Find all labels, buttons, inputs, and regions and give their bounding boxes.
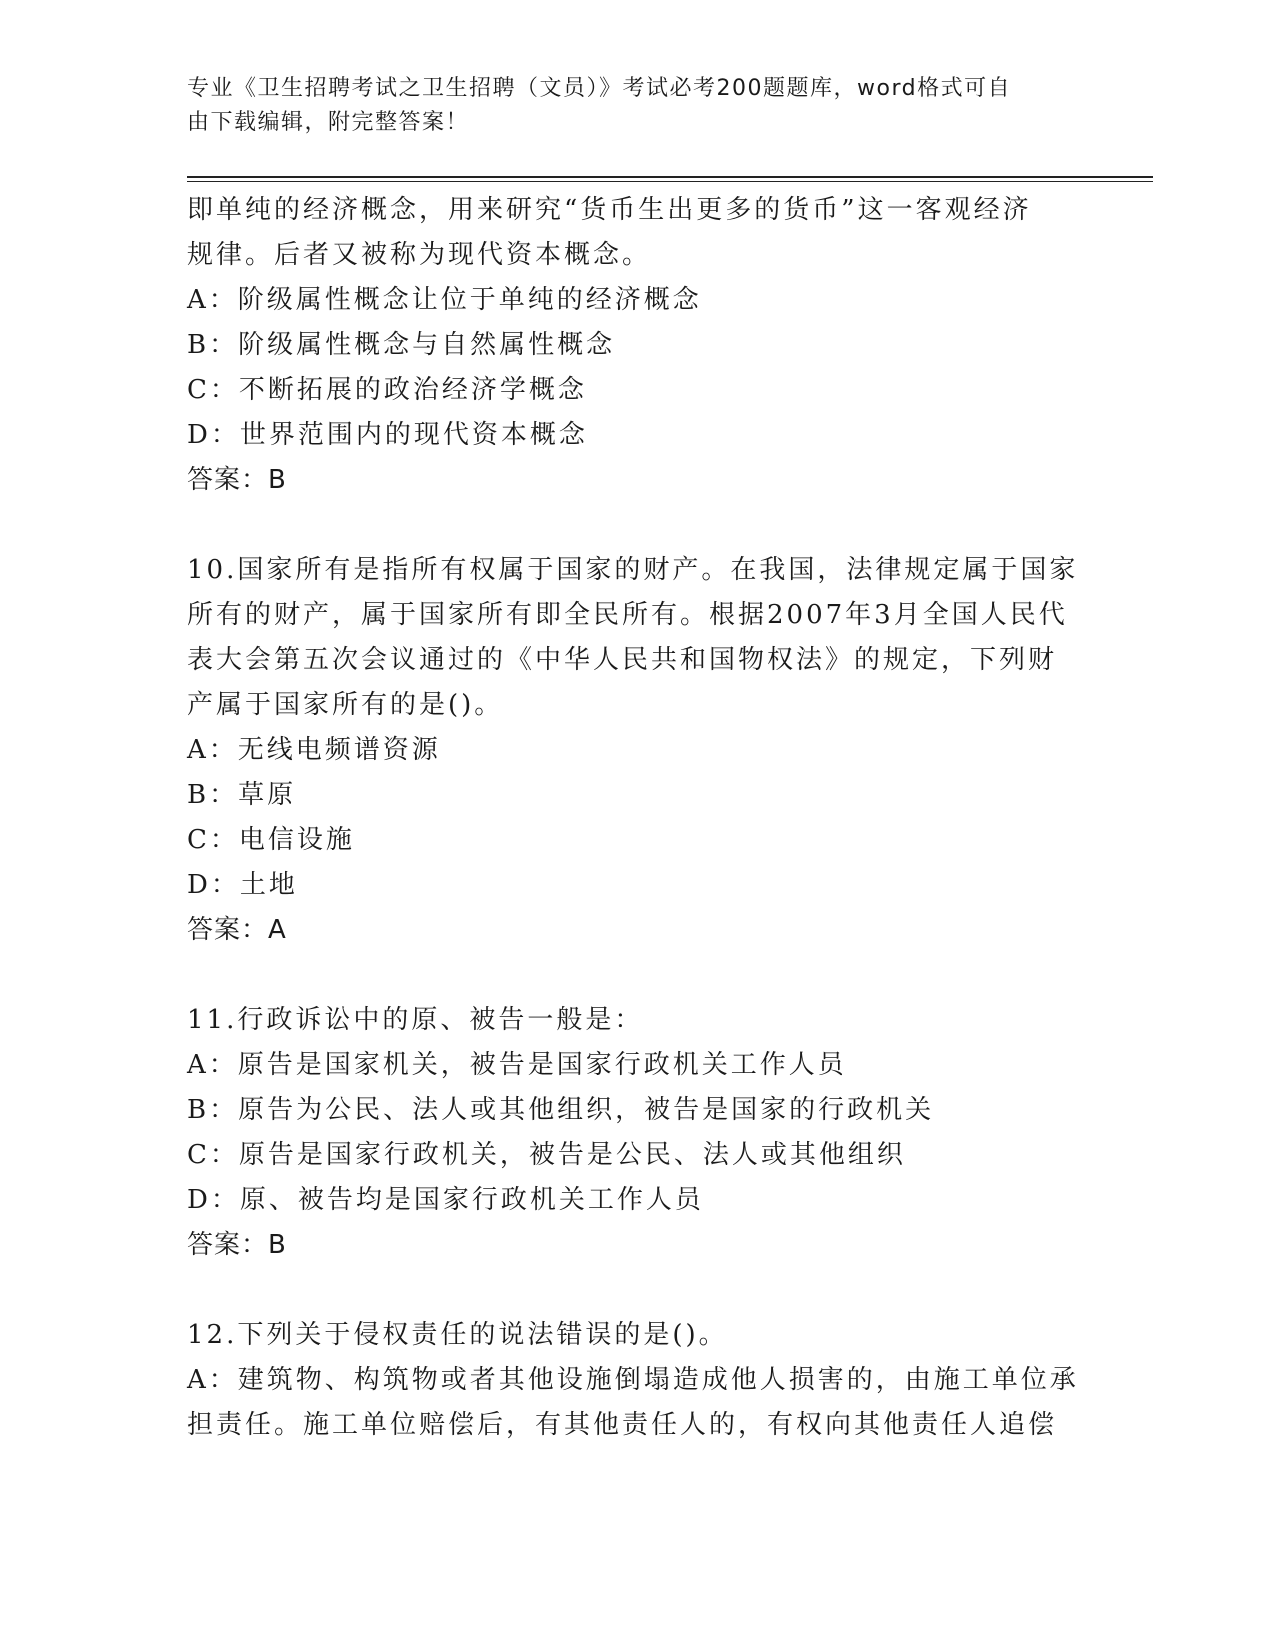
option-a: A：原告是国家机关，被告是国家行政机关工作人员 [187,1050,847,1080]
document-body [187,188,1087,1448]
option-d: D：原、被告均是国家行政机关工作人员 [187,1185,704,1215]
question-text-line: 10.国家所有是指所有权属于国家的财产。在我国，法律规定属于国家 [187,555,1079,585]
question-text-line: 11.行政诉讼中的原、被告一般是： [187,1005,644,1035]
question-10 [187,548,1087,953]
option-a: A：建筑物、构筑物或者其他设施倒塌造成他人损害的，由施工单位承 [187,1365,1079,1395]
header-rule-thick [187,176,1153,178]
header-line-2: 由下载编辑，附完整答案！ [187,110,470,135]
answer-label: 答案：B [187,1230,287,1260]
answer-label: 答案：A [187,915,287,945]
question-text-line: 规律。后者又被称为现代资本概念。 [187,240,652,270]
question-12 [187,1313,1087,1448]
question-spacer [187,1268,1087,1313]
option-b: B：阶级属性概念与自然属性概念 [187,330,616,360]
option-b: B：原告为公民、法人或其他组织，被告是国家的行政机关 [187,1095,935,1125]
option-c: C：电信设施 [187,825,355,855]
question-text-line: 所有的财产，属于国家所有即全民所有。根据2007年3月全国人民代 [187,600,1068,630]
option-a-continuation: 担责任。施工单位赔偿后，有其他责任人的，有权向其他责任人追偿 [187,1410,1058,1440]
header-line-1: 专业《卫生招聘考试之卫生招聘（文员）》考试必考200题题库，word格式可自 [187,76,1012,101]
option-b: B：草原 [187,780,297,810]
question-11 [187,998,1087,1268]
question-9-continuation [187,188,1087,503]
question-text-line: 表大会第五次会议通过的《中华人民共和国物权法》的规定，下列财 [187,645,1058,675]
option-d: D：世界范围内的现代资本概念 [187,420,588,450]
option-c: C：原告是国家行政机关，被告是公民、法人或其他组织 [187,1140,906,1170]
question-text-line: 即单纯的经济概念，用来研究“货币生出更多的货币”这一客观经济 [187,195,1032,225]
option-d: D：土地 [187,870,298,900]
question-text-line: 产属于国家所有的是()。 [187,690,504,720]
option-a: A：阶级属性概念让位于单纯的经济概念 [187,285,702,315]
document-header [187,72,1067,140]
question-spacer [187,953,1087,998]
question-spacer [187,503,1087,548]
option-a: A：无线电频谱资源 [187,735,441,765]
header-rule-thin [187,181,1153,182]
question-text-line: 12.下列关于侵权责任的说法错误的是()。 [187,1320,728,1350]
option-c: C：不断拓展的政治经济学概念 [187,375,587,405]
answer-label: 答案：B [187,465,287,495]
